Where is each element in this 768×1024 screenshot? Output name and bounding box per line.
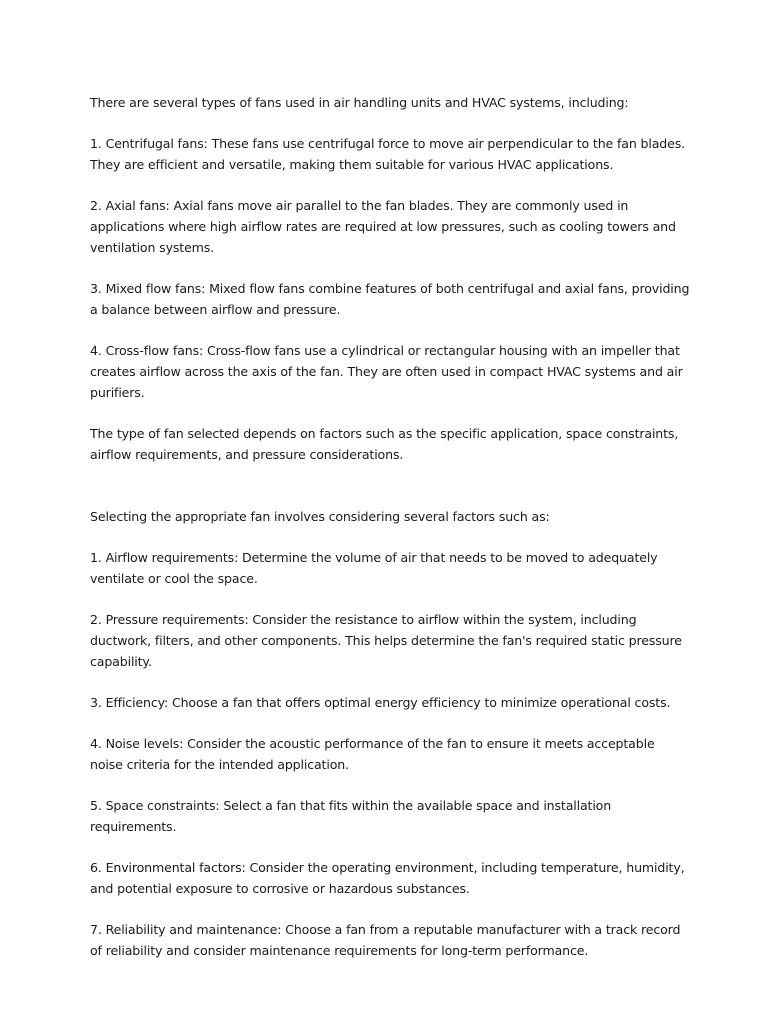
factor-item-efficiency: 3. Efficiency: Choose a fan that offers optimal energy efficiency to minimize operational costs.: [90, 695, 671, 710]
fan-type-item-mixed-flow: 3. Mixed flow fans: Mixed flow fans combine features of both centrifugal and axial fans, providing a balance between airflow and pressure.: [90, 281, 690, 317]
factor-item-environmental: 6. Environmental factors: Consider the operating environment, including temperature, humidity, and potential exposure to corrosive or hazardous substances.: [90, 860, 685, 896]
fan-type-item-axial: 2. Axial fans: Axial fans move air parallel to the fan blades. They are commonly used in applications where high airflow rates are required at low pressures, such as cooling towers and ventilation systems.: [90, 198, 676, 255]
fan-type-item-centrifugal: 1. Centrifugal fans: These fans use centrifugal force to move air perpendicular to the fan blades. They are efficient and versatile, making them suitable for various HVAC applications.: [90, 136, 685, 172]
factor-item-reliability: 7. Reliability and maintenance: Choose a fan from a reputable manufacturer with a track record of reliability and consider maintenance requirements for long-term performance.: [90, 922, 681, 958]
document-page: [90, 92, 690, 981]
section-spacer: [90, 485, 690, 506]
factor-item-noise: 4. Noise levels: Consider the acoustic performance of the fan to ensure it meets acceptable noise criteria for the intended application.: [90, 736, 655, 772]
fan-types-intro: There are several types of fans used in air handling units and HVAC systems, including:: [90, 95, 629, 110]
factor-item-pressure: 2. Pressure requirements: Consider the resistance to airflow within the system, including ductwork, filters, and other components. This helps determine the fan's required static pressure capability.: [90, 612, 682, 669]
factor-item-space: 5. Space constraints: Select a fan that fits within the available space and installation requirements.: [90, 798, 612, 834]
fan-type-item-cross-flow: 4. Cross-flow fans: Cross-flow fans use a cylindrical or rectangular housing with an impeller that creates airflow across the axis of the fan. They are often used in compact HVAC systems and air purifiers.: [90, 343, 683, 400]
fan-types-conclusion: The type of fan selected depends on factors such as the specific application, space constraints, airflow requirements, and pressure considerations.: [90, 426, 679, 462]
factor-item-airflow: 1. Airflow requirements: Determine the volume of air that needs to be moved to adequately ventilate or cool the space.: [90, 550, 658, 586]
selection-factors-intro: Selecting the appropriate fan involves considering several factors such as:: [90, 509, 550, 524]
